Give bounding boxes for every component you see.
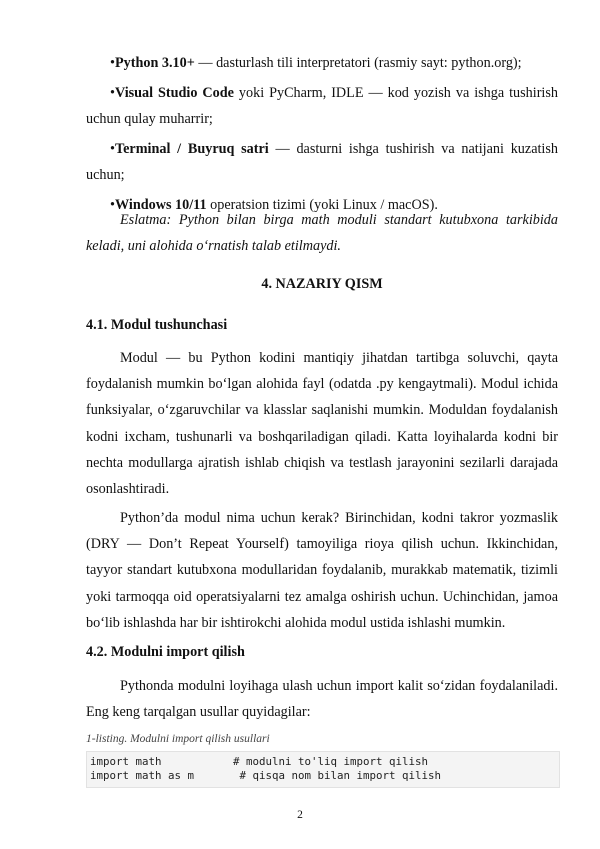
listing-caption: 1-listing. Modulni import qilish usullari [86, 733, 270, 745]
bullet-marker: • [110, 55, 115, 71]
code-line: import math # modulni to'liq import qilish [90, 755, 429, 768]
requirements-list [86, 50, 558, 222]
list-item-term: Python 3.10+ [114, 55, 195, 71]
list-item-text: — dasturlash tili interpretatori (rasmiy sayt: python.org); [194, 55, 522, 71]
subsection-heading: 4.1. Modul tushunchasi [86, 317, 228, 333]
body-paragraph: Pythonda modulni loyihaga ulash uchun import kalit soʻzidan foydalaniladi. Eng keng tarqalgan usullar quyidagilar: [86, 678, 558, 721]
list-item-term: Windows 10/11 [114, 197, 207, 213]
body-paragraph: Modul — bu Python kodini mantiqiy jihatdan tartibga soluvchi, qayta foydalanish mumkin boʻlgan alohida fayl (odatda .py kengaytmali). Modul ichida funksiyalar, oʻzgaruvchilar va klasslar saqlanishi mumkin. Moduldan foydalanish kodni ixcham, tushunarli va boshqariladigan qiladi. Katta loyihalarda kodni bir nechta modullarga ajratish ishlab chiqish va testlash jarayonini sezilarli darajada osonlashtiradi. [86, 350, 558, 498]
subsection-heading: 4.2. Modulni import qilish [86, 644, 245, 660]
code-listing [86, 751, 560, 788]
note-paragraph: Eslatma: Python bilan birga math moduli standart kutubxona tarkibida keladi, uni alohida oʻrnatish talab etilmaydi. [86, 212, 558, 254]
list-item-term: Terminal / Buyruq satri [114, 141, 269, 157]
bullet-marker: • [110, 141, 115, 157]
bullet-marker: • [110, 197, 115, 213]
page-number: 2 [297, 809, 303, 821]
body-paragraph: Python’da modul nima uchun kerak? Birinchidan, kodni takror yozmaslik (DRY — Don’t Repeat Yourself) tamoyiliga rioya qilish uchun. Ikkinchidan, tayyor standart kutubxona modullaridan foydalanib, murakkab matematik, tizimli yoki tarmoqqa oid operatsiyalarni tez amalga oshirish uchun. Uchinchidan, jamoa boʻlib ishlashda har bir ishtirokchi alohida modul ustida ishlashi mumkin. [86, 510, 558, 631]
list-item [86, 80, 558, 132]
bullet-marker: • [110, 85, 115, 101]
section-title: 4. NAZARIY QISM [261, 276, 383, 292]
list-item [86, 136, 558, 188]
list-item-term: Visual Studio Code [114, 85, 234, 101]
list-item-text: — dasturni ishga tushirish va natijani kuzatish uchun; [86, 141, 558, 183]
list-item [86, 50, 558, 76]
list-item-text: operatsion tizimi (yoki Linux / macOS). [206, 197, 438, 213]
list-item-text: yoki PyCharm, IDLE — kod yozish va ishga tushirish uchun qulay muharrir; [86, 85, 558, 127]
code-line: import math as m # qisqa nom bilan import qilish [90, 769, 442, 782]
